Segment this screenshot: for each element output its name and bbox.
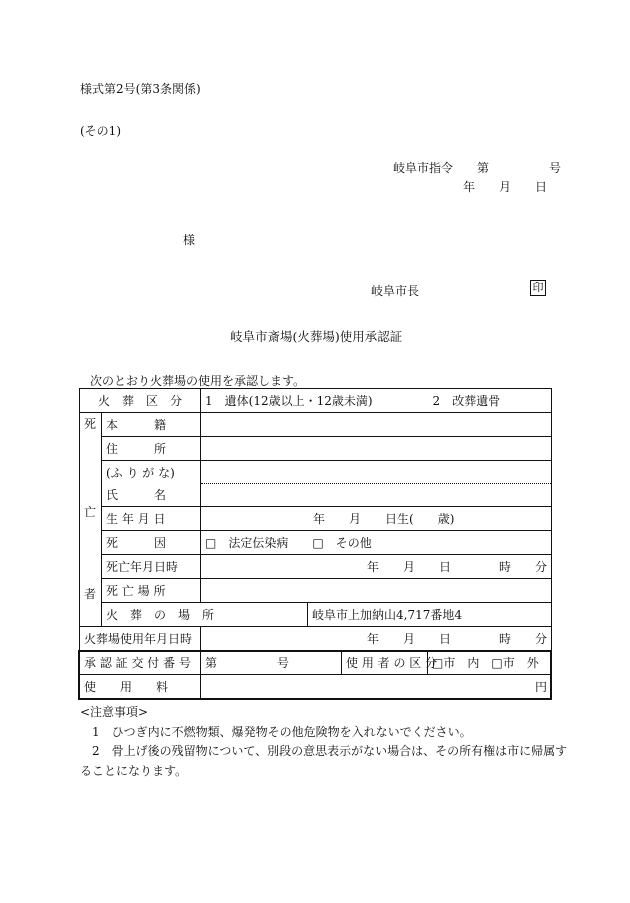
use-datetime-value: 年 月 日 時 分 — [201, 627, 552, 651]
birth-label: 生 年 月 日 — [102, 507, 201, 531]
cremation-type-label: 火 葬 区 分 — [80, 389, 201, 413]
form-number: 様式第2号(第3条関係) — [80, 82, 201, 96]
deceased-char-3: 者 — [84, 587, 97, 601]
name-value-cell — [201, 461, 552, 507]
death-datetime-value: 年 月 日 時 分 — [201, 555, 552, 579]
name-label: 氏 名 — [106, 487, 167, 502]
cremation-type-value: 1 遺体(12歳以上・12歳未満) 2 改葬遺骨 — [201, 389, 552, 413]
cremation-place-label: 火 葬 の 場 所 — [102, 603, 308, 627]
notes — [80, 703, 567, 781]
notes-heading: <注意事項> — [80, 705, 149, 719]
use-datetime-label: 火葬場使用年月日時 — [80, 627, 201, 651]
birth-value: 年 月 日生( 歳) — [201, 507, 552, 531]
note-2-line-2: ることになります。 — [80, 763, 188, 778]
part-label: (その1) — [80, 124, 121, 138]
address-value — [201, 437, 552, 461]
cremation-place-value: 岐阜市上加納山4,717番地4 — [308, 603, 552, 627]
death-place-value — [201, 579, 552, 603]
note-2-line-1: 2 骨上げ後の残留物について、別段の意思表示がない場合は、その所有権は市に帰属す — [92, 744, 568, 758]
fee-label: 使 用 料 — [80, 675, 201, 699]
issue-date: 年 月 日 — [463, 180, 548, 194]
document-title: 岐阜市斎場(火葬場)使用承認証 — [230, 329, 403, 344]
cause-label: 死 因 — [102, 531, 201, 555]
intro-text: 次のとおり火葬場の使用を承認します。 — [90, 374, 306, 388]
permit-table — [79, 388, 552, 699]
seal-mark: 印 — [530, 280, 546, 296]
note-1: 1 ひつぎ内に不燃物類、爆発物その他危険物を入れないでください。 — [92, 724, 472, 739]
deceased-char-1: 死 — [84, 417, 97, 431]
address-label: 住 所 — [102, 437, 201, 461]
fee-value: 円 — [201, 675, 552, 699]
honseki-label: 本 籍 — [102, 413, 201, 437]
mayor-label: 岐阜市長 — [371, 284, 420, 298]
cause-value: □ 法定伝染病 □ その他 — [201, 531, 552, 555]
cert-number-value: 第 号 — [201, 651, 342, 675]
furigana-label: (ふ り が な) — [106, 465, 175, 480]
furigana-value — [201, 461, 551, 484]
name-label-cell — [102, 461, 201, 507]
death-place-label: 死 亡 場 所 — [102, 579, 201, 603]
death-datetime-label: 死亡年月日時 — [102, 555, 201, 579]
issuer-number: 岐阜市指令 第 号 — [393, 161, 562, 175]
name-value — [201, 484, 551, 506]
recipient-suffix: 様 — [183, 233, 196, 247]
user-type-value: □市 内 □市 外 — [428, 651, 552, 675]
deceased-char-2: 亡 — [84, 505, 97, 519]
user-type-label: 使 用 者 の 区 分 — [342, 651, 428, 675]
deceased-label-cell — [80, 413, 102, 627]
cert-number-label: 承 認 証 交 付 番 号 — [80, 651, 201, 675]
honseki-value — [201, 413, 552, 437]
